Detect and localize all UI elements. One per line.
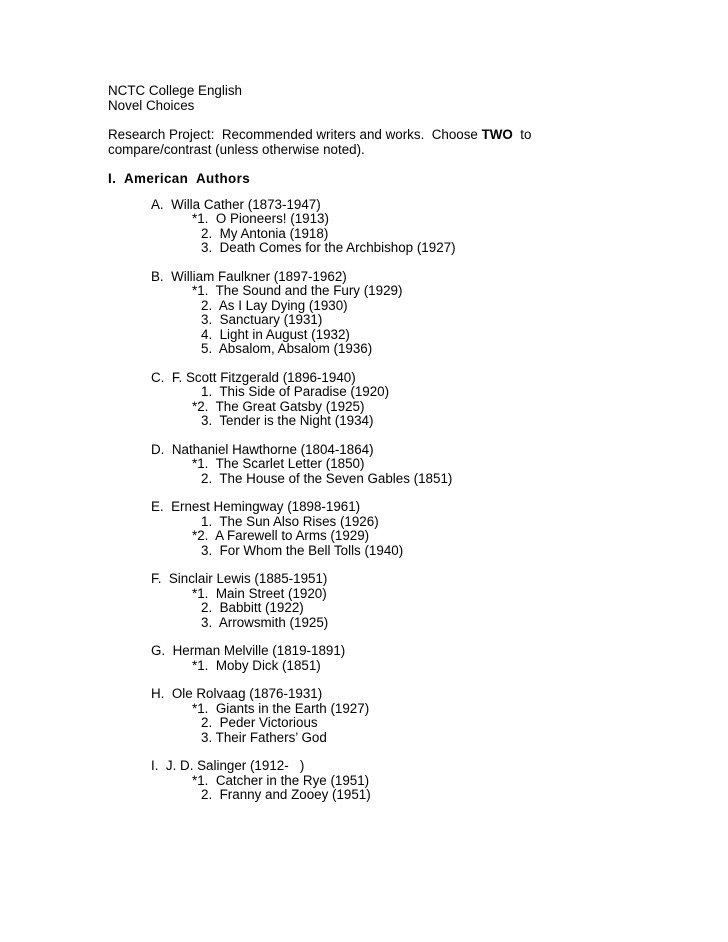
author-heading: C. F. Scott Fitzgerald (1896-1940)	[151, 369, 356, 385]
spacer	[108, 113, 708, 128]
intro-text-end: to	[512, 127, 532, 142]
author-entry	[108, 443, 708, 487]
section-heading: I. American Authors	[108, 171, 251, 186]
work-item: *1. Moby Dick (1851)	[192, 657, 321, 673]
author-heading: D. Nathaniel Hawthorne (1804-1864)	[151, 441, 374, 457]
intro-emphasis: TWO	[481, 127, 513, 142]
author-heading: H. Ole Rolvaag (1876-1931)	[151, 686, 323, 701]
author-list	[108, 198, 708, 803]
work-item: 4. Light in August (1932)	[201, 326, 350, 342]
work-item: *1. Giants in the Earth (1927)	[192, 700, 370, 716]
author-heading: F. Sinclair Lewis (1885-1951)	[151, 571, 328, 586]
work-item: *2. The Great Gatsby (1925)	[192, 398, 365, 414]
work-item: 2. Babbitt (1922)	[201, 600, 304, 615]
work-item: 3. Death Comes for the Archbishop (1927)	[201, 240, 456, 255]
author-heading: B. William Faulkner (1897-1962)	[151, 268, 347, 284]
document-page	[108, 84, 708, 817]
work-item: 2. My Antonia (1918)	[201, 225, 329, 241]
author-entry	[108, 371, 708, 429]
work-item: *1. Main Street (1920)	[192, 585, 327, 601]
document-subtitle: Novel Choices	[108, 97, 195, 113]
work-item: 3. For Whom the Bell Tolls (1940)	[201, 542, 404, 558]
course-title: NCTC College English	[108, 83, 242, 98]
author-entry	[108, 572, 708, 630]
work-item: 1. This Side of Paradise (1920)	[201, 384, 390, 399]
author-entry	[108, 644, 708, 673]
work-item: 3. Their Fathers’ God	[201, 729, 327, 745]
work-item: 5. Absalom, Absalom (1936)	[201, 341, 373, 356]
author-entry	[108, 500, 708, 558]
intro-text: Research Project: Recommended writers and works. Choose	[108, 127, 482, 142]
work-item: 2. Franny and Zooey (1951)	[201, 787, 371, 802]
work-item: 3. Sanctuary (1931)	[201, 312, 323, 327]
work-item: 2. Peder Victorious	[201, 715, 318, 730]
work-item: *1. The Sound and the Fury (1929)	[192, 283, 403, 298]
work-item: 1. The Sun Also Rises (1926)	[201, 513, 379, 529]
author-entry	[108, 270, 708, 357]
work-item: *1. O Pioneers! (1913)	[192, 211, 329, 226]
author-entry	[108, 687, 708, 745]
work-item: *2. A Farewell to Arms (1929)	[192, 528, 370, 543]
author-entry	[108, 759, 708, 803]
intro-line-1	[108, 128, 708, 143]
spacer	[108, 187, 708, 198]
work-item: 2. The House of the Seven Gables (1851)	[201, 470, 453, 486]
work-item: 3. Tender is the Night (1934)	[201, 413, 374, 428]
work-item: *1. Catcher in the Rye (1951)	[192, 772, 370, 788]
intro-line-2: compare/contrast (unless otherwise noted).	[108, 141, 365, 157]
author-heading: G. Herman Melville (1819-1891)	[151, 643, 346, 658]
work-item: 2. As I Lay Dying (1930)	[201, 297, 348, 313]
work-item: 3. Arrowsmith (1925)	[201, 614, 329, 630]
spacer	[108, 157, 708, 172]
author-heading: A. Willa Cather (1873-1947)	[151, 196, 321, 212]
author-heading: I. J. D. Salinger (1912- )	[151, 758, 305, 773]
author-entry	[108, 198, 708, 256]
author-heading: E. Ernest Hemingway (1898-1961)	[151, 499, 361, 514]
work-item: *1. The Scarlet Letter (1850)	[192, 456, 365, 471]
